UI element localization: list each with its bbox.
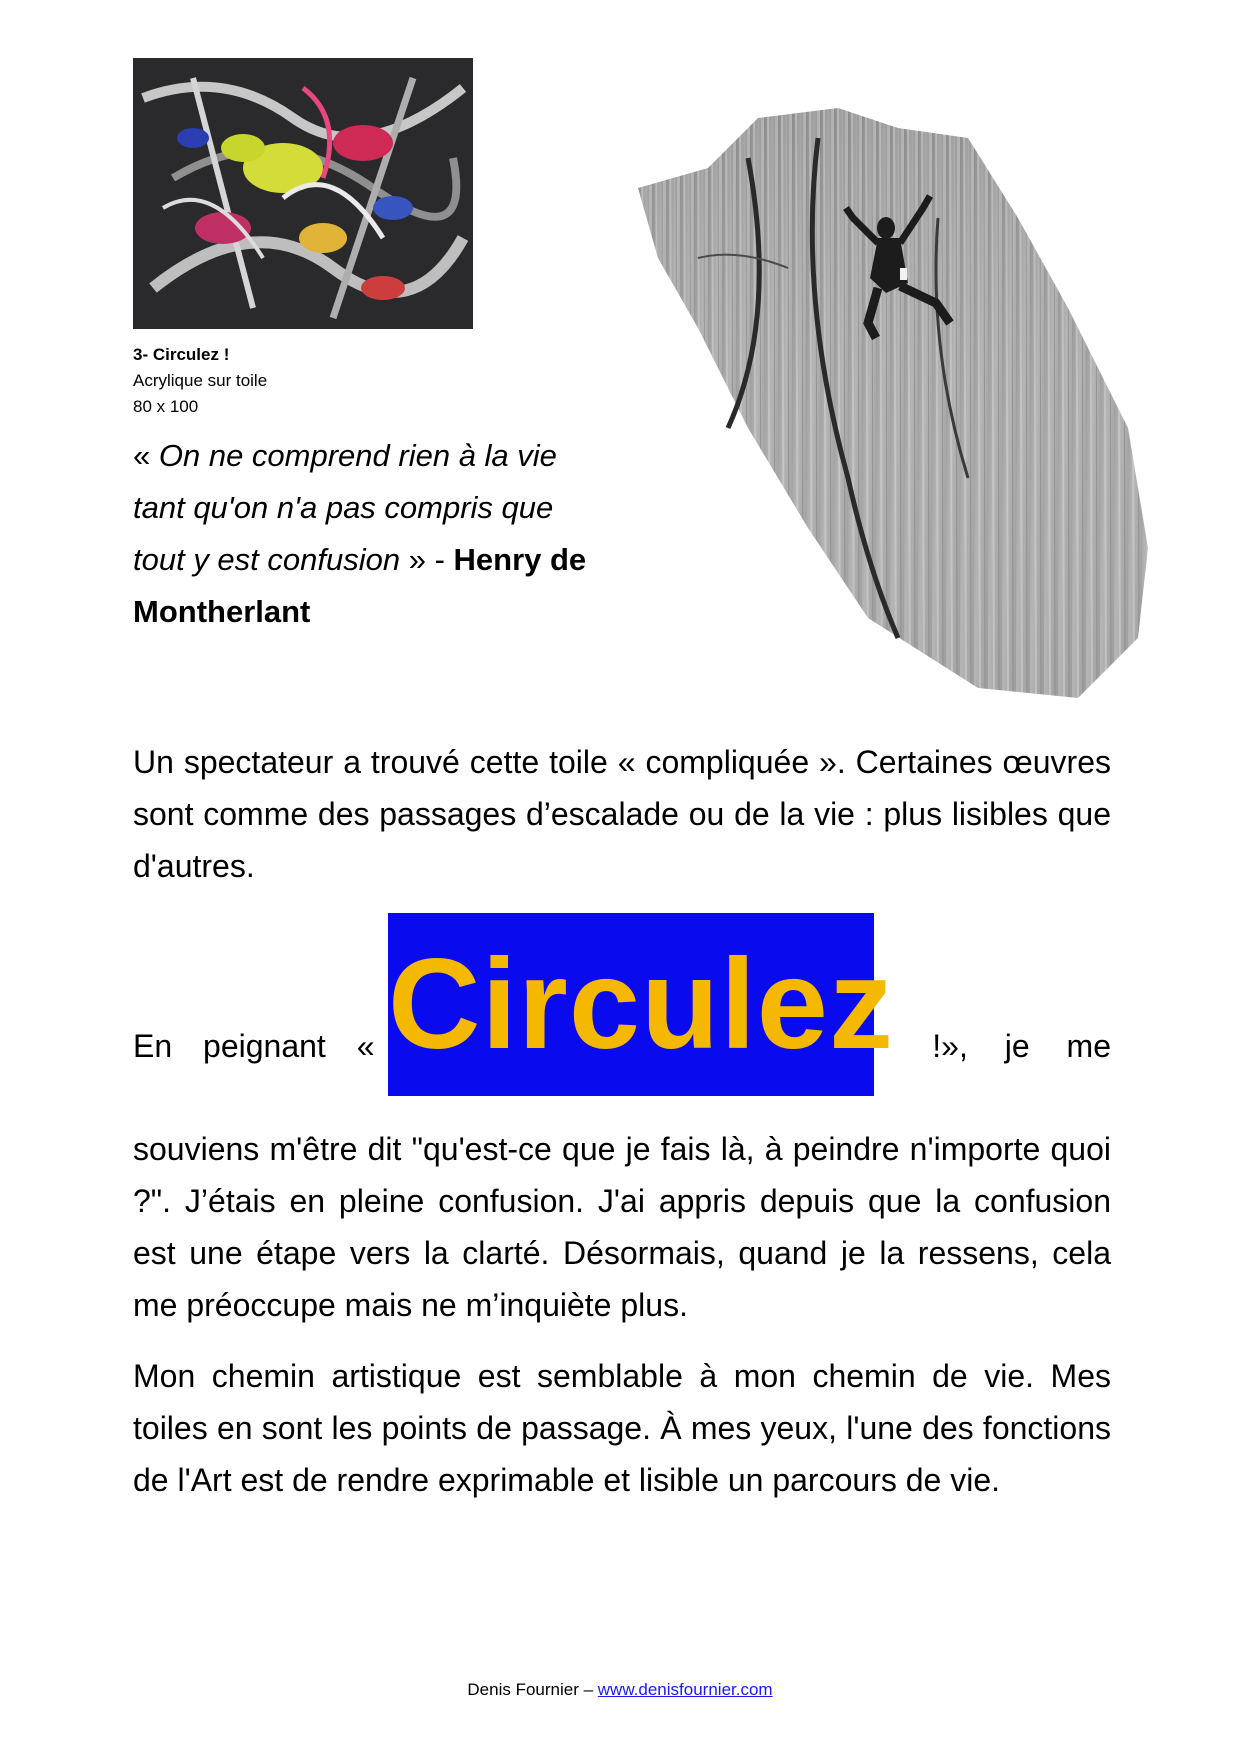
paragraph-2: souviens m'être dit "qu'est-ce que je fais là, à peindre n'importe quoi ?". J’étais en pleine confusion. J'ai appris depuis que la confusion est une étape vers la clarté. Désormais, quand je la ressens, cela me préoccupe mais ne m’inquiète plus. — [133, 1131, 1111, 1323]
circulez-banner: Circulez — [388, 913, 874, 1096]
paragraph-3: Mon chemin artistique est semblable à mon chemin de vie. Mes toiles en sont les points de passage. À mes yeux, l'une des fonctions de l'Art est de rendre exprimable et lisible un parcours de vie. — [133, 1358, 1111, 1498]
paragraph-1: Un spectateur a trouvé cette toile « compliquée ». Certaines œuvres sont comme des passages d’escalade ou de la vie : plus lisibles que d'autres. — [133, 744, 1111, 884]
caption-size: 80 x 100 — [133, 397, 199, 416]
quote-block — [133, 430, 613, 638]
climber-rock-image — [638, 98, 1158, 704]
quote-open: « — [133, 438, 159, 473]
caption-medium: Acrylique sur toile — [133, 371, 268, 390]
circulez-line-after: !», je me — [932, 1028, 1111, 1064]
caption-title: 3- Circulez ! — [133, 345, 230, 364]
footer-author: Denis Fournier – — [467, 1680, 598, 1699]
quote-author: Henry de Montherlant — [133, 542, 587, 629]
circulez-line-before: En peignant « — [133, 1028, 375, 1064]
footer-website-link[interactable]: www.denisfournier.com — [597, 1680, 773, 1699]
painting-caption — [133, 342, 267, 420]
quote-text: On ne comprend rien à la vie tant qu'on n'a pas compris que tout y est confusion — [133, 438, 557, 577]
quote-close: » - — [400, 542, 454, 577]
painting-image — [133, 58, 473, 329]
footer — [0, 1678, 1240, 1702]
